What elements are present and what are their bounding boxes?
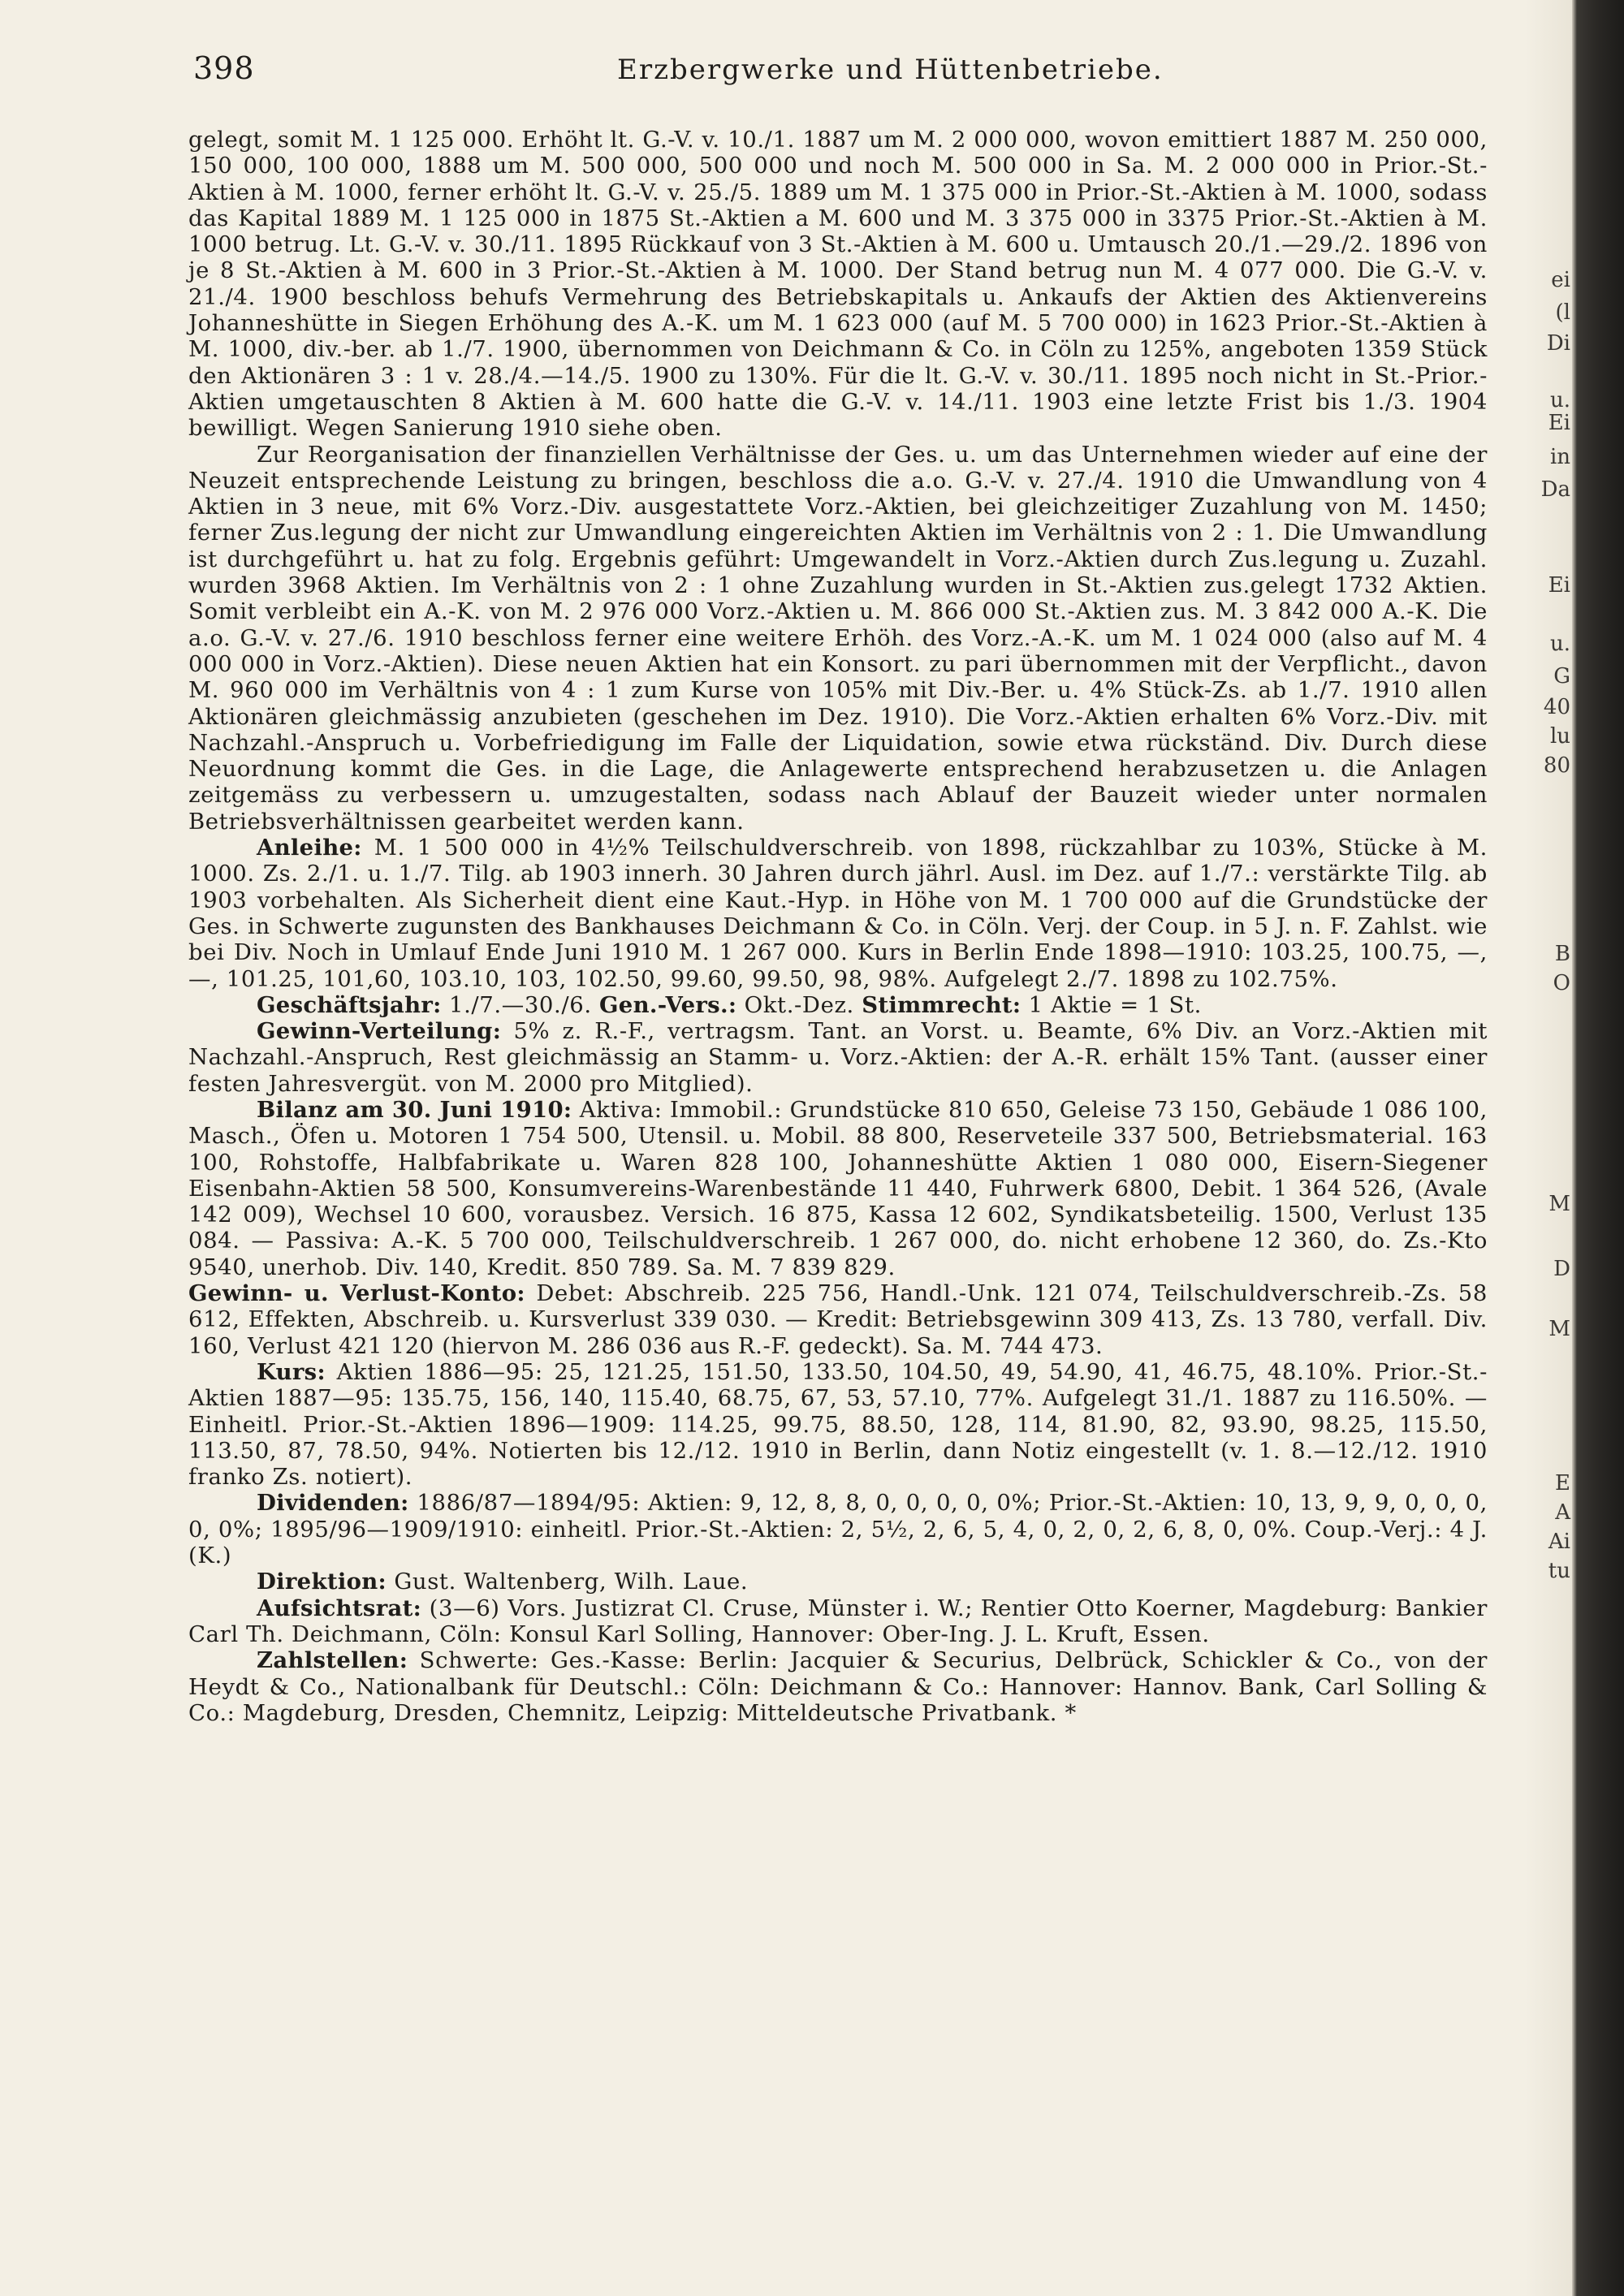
edge-fragment: Ai xyxy=(1548,1530,1570,1554)
edge-fragment: Ei xyxy=(1548,411,1570,435)
paragraph-zahlstellen xyxy=(188,1647,1488,1726)
edge-fragment: G xyxy=(1553,664,1570,688)
edge-fragment: M xyxy=(1548,1317,1570,1341)
paragraph-gewinn-verlust-konto xyxy=(188,1280,1488,1359)
heading-aufsichtsrat: Aufsichtsrat: xyxy=(257,1595,422,1621)
edge-fragment: D xyxy=(1553,1257,1570,1281)
edge-fragment: lu xyxy=(1549,724,1570,749)
edge-fragment: Ei xyxy=(1548,573,1570,598)
heading-gewinn-verteilung: Gewinn-Verteilung: xyxy=(257,1018,502,1045)
paragraph-capital-history: gelegt, somit M. 1 125 000. Erhöht lt. G.-V. v. 10./1. 1887 um M. 2 000 000, wovon emittiert 1887 M. 250 000, 150 000, 100 000, 1888 um M. 500 000, 500 000 und noch M. 500 000 in Sa. M. 2 000 000 in Prior.-St.-Aktien à M. 1000, ferner erhöht lt. G.-V. v. 25./5. 1889 um M. 1 375 000 in Prior.-St.-Aktien à M. 1000, sodass das Kapital 1889 M. 1 125 000 in 1875 St.-Aktien a M. 600 und M. 3 375 000 in 3375 Prior.-St.-Aktien à M. 1000 betrug. Lt. G.-V. v. 30./11. 1895 Rückkauf von 3 St.-Aktien à M. 600 u. Umtausch 20./1.—29./2. 1896 von je 8 St.-Aktien à M. 600 in 3 Prior.-St.-Aktien à M. 1000. Der Stand betrug nun M. 4 077 000. Die G.-V. v. 21./4. 1900 beschloss behufs Vermehrung des Betriebskapitals u. Ankaufs der Aktien des Aktienvereins Johanneshütte in Siegen Erhöhung des A.-K. um M. 1 623 000 (auf M. 5 700 000) in 1623 Prior.-St.-Aktien à M. 1000, div.-ber. ab 1./7. 1900, übernommen von Deichmann & Co. in Cöln zu 125%, angeboten 1359 Stück den Aktionären 3 : 1 v. 28./4.—14./5. 1900 zu 130%. Für die lt. G.-V. v. 30./11. 1895 noch nicht in St.-Prior.-Aktien umgetauschten 8 Aktien à M. 600 hatte die G.-V. v. 14./11. 1903 eine letzte Frist bis 1./3. 1904 bewilligt. Wegen Sanierung 1910 siehe oben. xyxy=(188,127,1488,442)
heading-kurs: Kurs: xyxy=(257,1358,326,1385)
edge-fragment: Da xyxy=(1540,477,1570,502)
heading-direktion: Direktion: xyxy=(257,1569,387,1595)
text-direktion: Gust. Waltenberg, Wilh. Laue. xyxy=(394,1569,749,1595)
text-zahlstellen: Schwerte: Ges.-Kasse: Berlin: Jacquier & Securius, Delbrück, Schickler & Co., von der Heydt & Co., Nationalbank für Deutschl.: Cöln: Deichmann & Co.: Hannover: Hannov. Bank, Carl Solling & Co.: Magdeburg, Dresden, Chemnitz, Leipzig: Mitteldeutsche Privatbank. * xyxy=(188,1647,1488,1726)
text-dividenden: 1886/87—1894/95: Aktien: 9, 12, 8, 8, 0, 0, 0, 0, 0%; Prior.-St.-Aktien: 10, 13, 9, 9, 0, 0, 0, 0, 0%; 1895/96—1909/1910: einheitl. Prior.-St.-Aktien: 2, 5½, 2, 6, 5, 4, 0, 2, 0, 2, 6, 8, 0, 0%. Coup.-Verj.: 4 J. (K.) xyxy=(188,1490,1488,1569)
heading-geschaeftsjahr: Geschäftsjahr: xyxy=(257,991,442,1018)
edge-fragment: tu xyxy=(1548,1559,1570,1583)
paragraph-kurs xyxy=(188,1359,1488,1490)
text-anleihe: M. 1 500 000 in 4½% Teilschuldverschreib. von 1898, rückzahlbar zu 103%, Stücke à M. 1000. Zs. 2./1. u. 1./7. Tilg. ab 1903 innerh. 30 Jahren durch jährl. Ausl. im Dez. auf 1./7.: verstärkte Tilg. ab 1903 vorbehalten. Als Sicherheit dient eine Kaut.-Hyp. in Höhe von M. 1 700 000 auf die Grundstücke der Ges. in Schwerte zugunsten des Bankhauses Deichmann & Co. in Cöln. Verj. der Coup. in 5 J. n. F. Zahlst. wie bei Div. Noch in Umlauf Ende Juni 1910 M. 1 267 000. Kurs in Berlin Ende 1898—1910: 103.25, 100.75, —, —, 101.25, 101,60, 103.10, 103, 102.50, 99.60, 99.50, 98, 98%. Aufgelegt 2./7. 1898 zu 102.75%. xyxy=(188,835,1488,992)
text-aufsichtsrat: (3—6) Vors. Justizrat Cl. Cruse, Münster i. W.; Rentier Otto Koerner, Magdeburg: Bankier Carl Th. Deichmann, Cöln: Konsul Karl Solling, Hannover: Ober-Ing. J. L. Kruft, Essen. xyxy=(188,1595,1488,1647)
edge-fragment: A xyxy=(1555,1500,1570,1525)
edge-fragment: (l xyxy=(1555,300,1570,325)
text-gewinn-verlust-konto: Debet: Abschreib. 225 756, Handl.-Unk. 121 074, Teilschuldverschreib.-Zs. 58 612, Effekten, Abschreib. u. Kursverlust 339 030. — Kredit: Betriebsgewinn 309 413, Zs. 13 780, verfall. Div. 160, Verlust 421 120 (hiervon M. 286 036 aus R.-F. gedeckt). Sa. M. 744 473. xyxy=(188,1280,1488,1359)
running-title: Erzbergwerke und Hüttenbetriebe. xyxy=(617,54,1164,86)
facing-page-edge xyxy=(1525,0,1572,2296)
paragraph-aufsichtsrat xyxy=(188,1595,1488,1648)
paragraph-gewinn-verteilung xyxy=(188,1018,1488,1097)
edge-fragment: B xyxy=(1554,942,1570,966)
heading-dividenden: Dividenden: xyxy=(257,1490,409,1517)
binding-shadow xyxy=(1572,0,1624,2296)
edge-fragment: u. xyxy=(1549,388,1570,412)
heading-gen-vers: Gen.-Vers.: xyxy=(599,991,737,1018)
text-stimmrecht: 1 Aktie = 1 St. xyxy=(1028,991,1202,1018)
edge-fragment: O xyxy=(1553,971,1570,995)
text-gewinn-verteilung: 5% z. R.-F., vertragsm. Tant. an Vorst. u. Beamte, 6% Div. an Vorz.-Aktien mit Nachzahl.-Anspruch, Rest gleichmässig an Stamm- u. Vorz.-Aktien: der A.-R. erhält 15% Tant. (ausser einer festen Jahresvergüt. von M. 2000 pro Mitglied). xyxy=(188,1018,1488,1097)
body-text xyxy=(188,127,1488,1726)
paragraph-bilanz xyxy=(188,1097,1488,1280)
paragraph-reorganisation: Zur Reorganisation der finanziellen Verhältnisse der Ges. u. um das Unternehmen wieder auf eine der Neuzeit entsprechende Leistung zu bringen, beschloss die a.o. G.-V. v. 27./4. 1910 die Umwandlung von 4 Aktien in 3 neue, mit 6% Vorz.-Div. ausgestattete Vorz.-Aktien, bei gleichzeitiger Zuzahlung von M. 1450; ferner Zus.legung der nicht zur Umwandlung eingereichten Aktien im Verhältnis von 2 : 1. Die Umwandlung ist durchgeführt u. hat zu folg. Ergebnis geführt: Umgewandelt in Vorz.-Aktien durch Zus.legung u. Zuzahl. wurden 3968 Aktien. Im Verhältnis von 2 : 1 ohne Zuzahlung wurden in St.-Aktien zus.gelegt 1732 Aktien. Somit verbleibt ein A.-K. von M. 2 976 000 Vorz.-Aktien u. M. 866 000 St.-Aktien zus. M. 3 842 000 A.-K. Die a.o. G.-V. v. 27./6. 1910 beschloss ferner eine weitere Erhöh. des Vorz.-A.-K. um M. 1 024 000 (also auf M. 4 000 000 in Vorz.-Aktien). Diese neuen Aktien hat ein Konsort. zu pari übernommen mit der Verpflicht., davon M. 960 000 im Verhältnis von 4 : 1 zum Kurse von 105% mit Div.-Ber. u. 4% Stück-Zs. ab 1./7. 1910 allen Aktionären gleichmässig anzubieten (geschehen im Dez. 1910). Die Vorz.-Aktien erhalten 6% Vorz.-Div. mit Nachzahl.-Anspruch u. Vorbefriedigung im Falle der Liquidation, sowie etwa rückständ. Div. Durch diese Neuordnung kommt die Ges. in die Lage, die Anlagewerte entsprechend herabzusetzen u. die Anlagen zeitgemäss zu verbessern u. umzugestalten, sodass nach Ablauf der Bauzeit wieder unter normalen Betriebsverhältnissen gearbeitet werden kann. xyxy=(188,441,1488,835)
edge-fragment: in xyxy=(1549,445,1570,469)
heading-zahlstellen: Zahlstellen: xyxy=(257,1647,408,1674)
paragraph-geschaeftsjahr xyxy=(188,992,1488,1018)
edge-fragment: 80 xyxy=(1543,753,1570,778)
heading-bilanz: Bilanz am 30. Juni 1910: xyxy=(257,1096,572,1123)
text-geschaeftsjahr: 1./7.—30./6. xyxy=(448,991,592,1018)
heading-stimmrecht: Stimmrecht: xyxy=(862,991,1021,1018)
paragraph-anleihe xyxy=(188,835,1488,992)
text-kurs: Aktien 1886—95: 25, 121.25, 151.50, 133.50, 104.50, 49, 54.90, 41, 46.75, 48.10%. Prior.-St.-Aktien 1887—95: 135.75, 156, 140, 115.40, 68.75, 67, 53, 57.10, 77%. Aufgelegt 31./1. 1887 zu 116.50%. — Einheitl. Prior.-St.-Aktien 1896—1909: 114.25, 99.75, 88.50, 128, 114, 81.90, 82, 93.90, 98.25, 115.50, 113.50, 87, 78.50, 94%. Notierten bis 12./12. 1910 in Berlin, dann Notiz eingestellt (v. 1. 8.—12./12. 1910 franko Zs. notiert). xyxy=(188,1358,1488,1491)
page-number: 398 xyxy=(193,50,255,86)
text-bilanz: Aktiva: Immobil.: Grundstücke 810 650, Geleise 73 150, Gebäude 1 086 100, Masch., Öfen u. Motoren 1 754 500, Utensil. u. Mobil. 88 800, Reserveteile 337 500, Betriebsmaterial. 163 100, Rohstoffe, Halbfabrikate u. Waren 828 100, Johanneshütte Aktien 1 080 000, Eisern-Siegener Eisenbahn-Aktien 58 500, Konsumvereins-Warenbestände 11 440, Fuhrwerk 6800, Debit. 1 364 526, (Avale 142 009), Wechsel 10 600, vorausbez. Versich. 16 875, Kassa 12 602, Syndikatsbeteilig. 1500, Verlust 135 084. — Passiva: A.-K. 5 700 000, Teilschuldverschreib. 1 267 000, do. nicht erhobene 12 360, do. Zs.-Kto 9540, unerhob. Div. 140, Kredit. 850 789. Sa. M. 7 839 829. xyxy=(188,1096,1488,1280)
paragraph-direktion xyxy=(188,1569,1488,1595)
paragraph-dividenden xyxy=(188,1490,1488,1569)
heading-anleihe: Anleihe: xyxy=(257,835,362,861)
edge-fragment: Di xyxy=(1546,331,1570,356)
edge-fragment: ei xyxy=(1551,268,1570,292)
edge-fragment: M xyxy=(1548,1192,1570,1216)
edge-fragment: E xyxy=(1555,1471,1570,1495)
edge-fragment: 40 xyxy=(1543,695,1570,719)
edge-fragment: u. xyxy=(1549,632,1570,656)
heading-gewinn-verlust-konto: Gewinn- u. Verlust-Konto: xyxy=(188,1280,525,1307)
text-gen-vers: Okt.-Dez. xyxy=(744,991,854,1018)
